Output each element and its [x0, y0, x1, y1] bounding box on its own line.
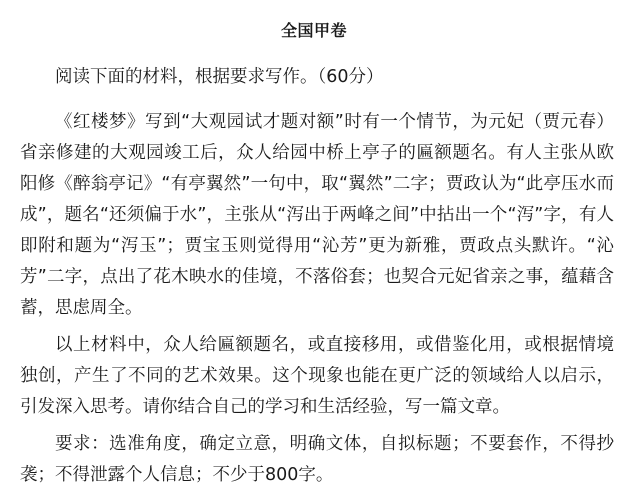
prompt-paragraph: 以上材料中，众人给匾额题名，或直接移用，或借鉴化用，或根据情境独创，产生了不同的艺术效果。这个现象也能在更广泛的领域给人以启示，引发深入思考。请你结合自己的学习和生活经验，写一篇文章。: [20, 335, 614, 417]
instruction-paragraph: 阅读下面的材料，根据要求写作。（60分）: [55, 67, 384, 87]
material-paragraph: 《红楼梦》写到“大观园试才题对额”时有一个情节，为元妃（贾元春）省亲修建的大观园竣工后，众人给园中桥上亭子的匾额题名。有人主张从欧阳修《醉翁亭记》“有亭翼然”一句中，取“翼然”二字；贾政认为“此亭压水而成”，题名“还须偏于水”，主张从“泻出于两峰之间”中拈出一个“泻”字，有人即附和题为“泻玉”；贾宝玉则觉得用“沁芳”更为新雅，贾政点头默许。“沁芳”二字，点出了花木映水的佳境，不落俗套；也契合元妃省亲之事，蕴藉含蓄，思虑周全。: [20, 112, 614, 318]
document-title: 全国甲卷: [280, 21, 347, 40]
requirements-paragraph: 要求：选准角度，确定立意，明确文体，自拟标题；不要套作，不得抄袭；不得泄露个人信息；不少于800字。: [20, 434, 614, 485]
